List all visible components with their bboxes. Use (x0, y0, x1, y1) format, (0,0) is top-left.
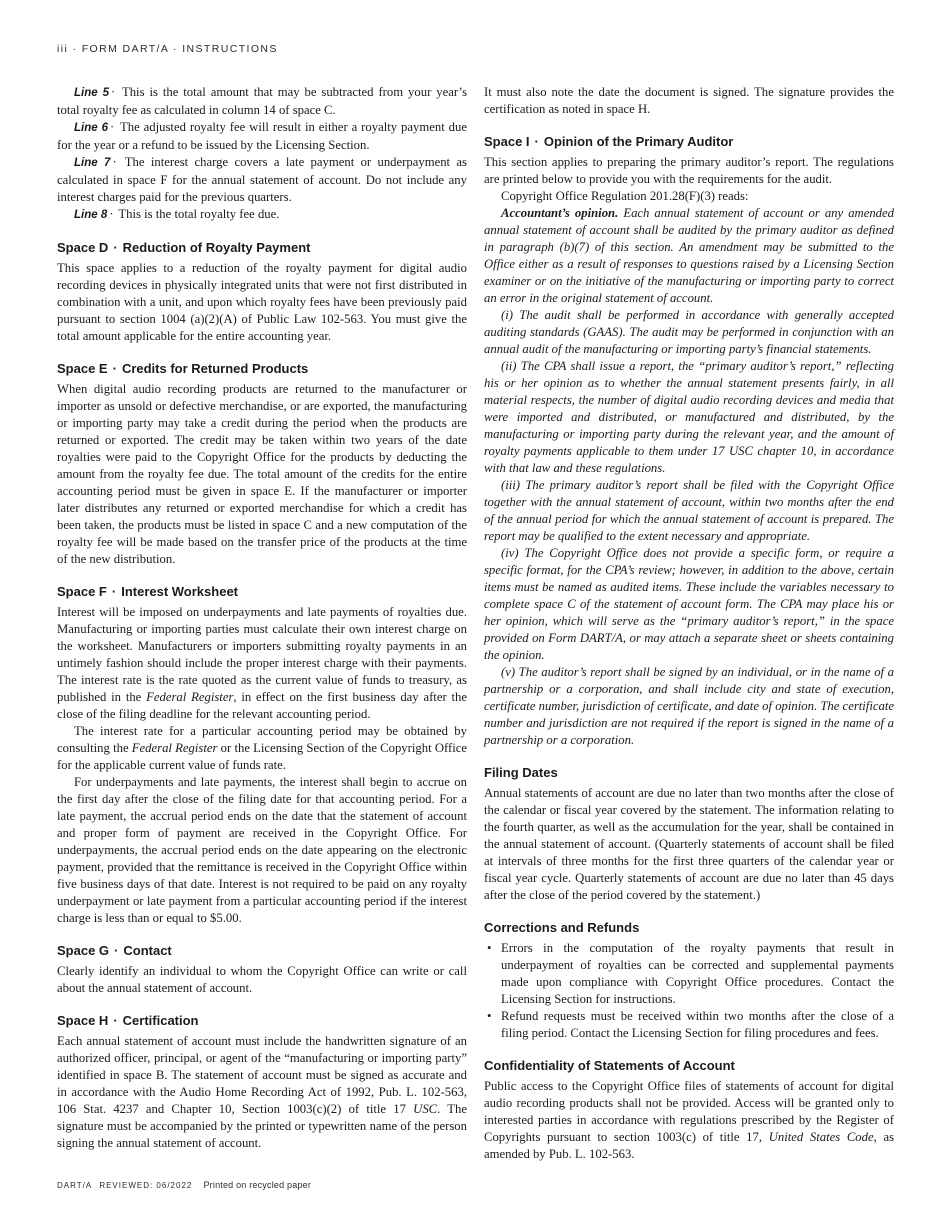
confidentiality-paragraph: Public access to the Copyright Office files of statements of account for digital audio recording products shall not be provided. Access will be granted only to interested parties in accordance with regulations prescribed by the Register of Copyrights pursuant to section 1003(c) of title 17, United States Code, as amended by Pub. L. 102-563. (484, 1079, 895, 1161)
line-6-label: Line 6 (74, 122, 109, 134)
space-g-heading: Space G · Contact (57, 943, 172, 958)
space-i-regulation-intro: Accountant’s opinion. Each annual statement of account or any amended annual statement of account shall be audited by the primary auditor as defined in paragraph (b)(7) of this section. An amendment may be submitted to the Office either as a result of responses to questions raised by a Licensing Section examiner or on the initiative of the manufacturing or importing party to correct an error in the original statement of account. (484, 206, 894, 305)
filing-dates-heading: Filing Dates (484, 765, 558, 780)
space-e-paragraph: When digital audio recording products are returned to the manufacturer or importer as unsold or defective merchandise, or are exported, the manufacturing or importing party may take a credit during the period when the products are returned or exported. The credit may be taken within two years of the date royalties were paid to the Copyright Office for the products by deducting the amount from the royalty fee due. The total amount of the credits for the entire accounting period must be given in space E. If the manufacturer or importer later distributes any returned or exported merchandise for which a credit has been taken, the products must be listed in space C and a new computation of the royalty fee will be made based on the transfer price of the products at the time of the new distribution. (57, 382, 467, 566)
line-5-label: Line 5 (74, 87, 109, 99)
space-f-paragraph-2: The interest rate for a particular accounting period may be obtained by consulting the Federal Register or the Licensing Section of the Copyright Office for the applicable current value of funds rate. (57, 724, 467, 772)
space-e-heading: Space E · Credits for Returned Products (57, 361, 309, 376)
line-8-text: This is the total royalty fee due. (118, 207, 280, 221)
space-d-heading: Space D · Reduction of Royalty Payment (57, 240, 311, 255)
list-item: • Refund requests must be received within two months after the close of a filing period. Contact the Licensing Section for filing procedures and fees. (484, 1008, 894, 1042)
line-6-paragraph: Line 6 · The adjusted royalty fee will result in either a royalty payment due for the year or a refund to be issued by the Licensing Section. (57, 120, 468, 152)
footer-form-name: DART/A (57, 1181, 93, 1190)
line-7-paragraph: Line 7 · The interest charge covers a late payment or underpayment as calculated in space F for the annual statement of account. Do not include any interest charges paid for the previous quarters. (57, 155, 467, 204)
line-5-text: This is the total amount that may be subtracted from your year’s total royalty fee as calculated in column 14 of space C. (57, 85, 468, 117)
footer-recycled-note: Printed on recycled paper (203, 1180, 312, 1190)
right-column (484, 84, 894, 1163)
space-f-heading: Space F · Interest Worksheet (57, 584, 238, 599)
space-i-heading: Space I · Opinion of the Primary Auditor (484, 134, 734, 149)
line-8-paragraph: Line 8 · This is the total royalty fee due. (74, 207, 280, 221)
corrections-list (484, 940, 894, 1042)
space-f-paragraph-3: For underpayments and late payments, the interest shall begin to accrue on the first day after the close of the filing date for that accounting period. For a late payment, the accrual period ends on the date that the statement of account and proper form of payment are received in the Copyright Office. For underpayments, the accrual period ends on the date appearing on the electronic payment, provided that the remittance is received in the Copyright Office within five business days of that date. Interest is not required to be paid on any royalty underpayment or late payment from a particular accounting period if the interest charge is less than or equal to $5.00. (57, 775, 467, 925)
space-i-regulation-iv: (iv) The Copyright Office does not provide a specific form, or require a specific format, for the CPA’s review; however, in addition to the above, certain items must be named as audited items. These include the variables necessary to complete space C of the statement of account form. The CPA may place his or her opinion, which will serve as the “primary auditor’s report,” in the space provided on Form DART/A, or may attach a separate sheet or sheets containing the opinion. (484, 546, 894, 662)
filing-dates-paragraph: Annual statements of account are due no later than two months after the close of the calendar or fiscal year covered by the statement. The information relating to the fourth quarter, as well as the accumulation for the year, shall be contained in the annual statement of account. (Quarterly statements of account shall be filed at intervals of three months for the first three quarters of the calendar year or fiscal year cycle. Quarterly statements of account are due no later than 45 days after the close of the period covered by the statement.) (484, 786, 894, 902)
space-g-paragraph: Clearly identify an individual to whom the Copyright Office can write or call about the annual statement of account. (57, 964, 467, 995)
space-h-continued: It must also note the date the document is signed. The signature provides the certification as noted in space H. (484, 85, 894, 116)
space-i-regulation-v: (v) The auditor’s report shall be signed by an individual, or in the name of a partnership or a corporation, and shall include city and state of execution, certificate number, jurisdiction of certificate, and date of opinion. The certificate number and jurisdiction are not required if the report is signed in the name of a partnership or a corporation. (484, 665, 894, 747)
space-i-paragraph-2: Copyright Office Regulation 201.28(F)(3) reads: (501, 189, 749, 203)
space-i-regulation-iii: (iii) The primary auditor’s report shall be filed with the Copyright Office together with the annual statement of account, within two months after the end of the annual period for which the annual statement of account is prepared. The report may be qualified to the extent necessary and appropriate. (484, 478, 894, 543)
list-item: • Errors in the computation of the royalty payments that result in underpayment of royalties can be corrected and supplemental payments made upon compliance with Copyright Office procedures. Contact the Licensing Section for instructions. (484, 940, 894, 1008)
running-header: iii · FORM DART/A · INSTRUCTIONS (57, 43, 278, 55)
footer-reviewed-date: REVIEWED: 06/2022 (99, 1181, 193, 1190)
line-7-label: Line 7 (74, 157, 111, 169)
line-7-text: The interest charge covers a late payment or underpayment as calculated in space F for the annual statement of account. Do not include any interest charges paid for the previous quarters. (57, 155, 467, 204)
space-i-paragraph-1: This section applies to preparing the primary auditor’s report. The regulations are printed below to provide you with the requirements for the audit. (484, 155, 894, 186)
space-h-heading: Space H · Certification (57, 1013, 199, 1028)
line-5-paragraph: Line 5 · This is the total amount that may be subtracted from your year’s total royalty fee as calculated in column 14 of space C. (57, 85, 468, 117)
corrections-heading: Corrections and Refunds (484, 920, 640, 935)
page-footer (57, 1180, 311, 1190)
space-i-regulation-ii: (ii) The CPA shall issue a report, the “primary auditor’s report,” reflecting his or her opinion as to whether the annual statement presents fairly, in all material respects, the number of digital audio recording devices and media that were imported and distributed, or manufactured and distributed, by the manufacturing or importing party during the relevant year, and the amount of royalty payments applicable to them under 17 USC chapter 10, in accordance with that law and these regulations. (484, 359, 894, 475)
space-f-paragraph-1: Interest will be imposed on underpayments and late payments of royalties due. Manufacturing or importing parties must calculate their own interest charge on the worksheet. Manufacturers or importers submitting royalty payments in an untimely fashion should include the proper interest charge with their payments. The interest rate is the rate quoted as the current value of funds to treasury, as published in the Federal Register, in effect on the first business day after the close of the filing deadline for the relevant accounting period. (57, 605, 467, 721)
space-i-regulation-i: (i) The audit shall be performed in accordance with generally accepted auditing standards (GAAS). The audit may be performed in conjunction with an annual audit of the manufacturing or importing party’s financial statements. (484, 308, 894, 356)
space-h-paragraph: Each annual statement of account must include the handwritten signature of an authorized officer, principal, or agent of the “manufacturing or importing party” identified in space B. The statement of account must be signed as accurate and in accordance with the Audio Home Recording Act of 1992, Pub. L. 102-563, 106 Stat. 4237 and Chapter 10, Section 1003(c)(2) of title 17 USC. The signature must be accompanied by the printed or typewritten name of the person signing the annual statement of account. (57, 1034, 468, 1150)
line-8-label: Line 8 (74, 209, 108, 221)
confidentiality-heading: Confidentiality of Statements of Account (484, 1058, 735, 1073)
space-d-paragraph: This space applies to a reduction of the royalty payment for digital audio recording devices in physically integrated units that were not first distributed in combination with a unit, and upon which royalty fees have been previously paid pursuant to section 1004 (a)(2)(A) of Public Law 102-563. You must give the total amount applicable for the entire accounting year. (57, 261, 467, 343)
line-6-text: The adjusted royalty fee will result in either a royalty payment due for the year or a refund to be issued by the Licensing Section. (57, 120, 468, 152)
left-column (57, 84, 467, 1152)
